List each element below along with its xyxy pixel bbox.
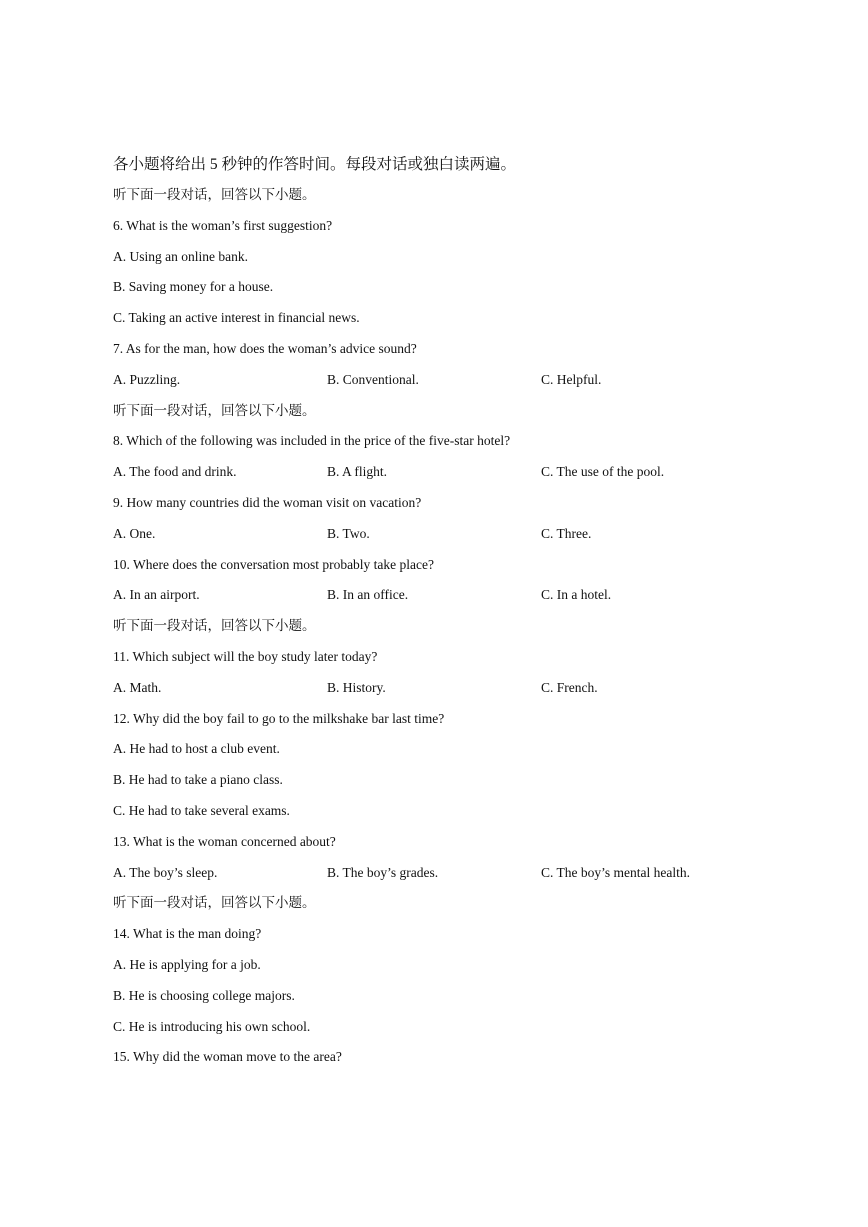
answer-option: C. He had to take several exams.: [113, 802, 290, 818]
answer-options-row: [113, 673, 753, 704]
question-text: 14. What is the man doing?: [113, 926, 262, 942]
answer-options-row: [113, 858, 753, 889]
answer-option: B. Two.: [327, 525, 370, 541]
answer-option: B. History.: [327, 679, 386, 695]
question-text: 15. Why did the woman move to the area?: [113, 1049, 342, 1065]
section-instruction: 听下面一段对话，回答以下小题。: [113, 618, 316, 634]
answer-option: B. He is choosing college majors.: [113, 987, 295, 1003]
answer-option: B. A flight.: [327, 464, 388, 480]
answer-option: B. The boy’s grades.: [327, 864, 439, 880]
answer-option: A. Puzzling.: [113, 371, 181, 387]
question-list: [113, 180, 753, 1073]
answer-options-row: [113, 457, 753, 488]
answer-option: B. He had to take a piano class.: [113, 772, 283, 788]
question-text: 6. What is the woman’s first suggestion?: [113, 217, 333, 233]
answer-option: B. Conventional.: [327, 371, 419, 387]
answer-option: C. In a hotel.: [541, 587, 612, 603]
question-text: 10. Where does the conversation most probably take place?: [113, 556, 435, 572]
answer-option: A. He is applying for a job.: [113, 956, 261, 972]
question-text: 13. What is the woman concerned about?: [113, 833, 336, 849]
answer-option: A. The food and drink.: [113, 464, 237, 480]
answer-option: B. Saving money for a house.: [113, 279, 274, 295]
answer-options-row: [113, 519, 753, 550]
answer-option: C. Three.: [541, 525, 592, 541]
section-instruction: 听下面一段对话，回答以下小题。: [113, 187, 316, 202]
section-instruction: 听下面一段对话，回答以下小题。: [113, 895, 316, 911]
answer-option: A. In an airport.: [113, 587, 200, 603]
document-page: [113, 150, 753, 1073]
question-text: 8. Which of the following was included in the price of the five-star hotel?: [113, 433, 511, 449]
answer-options-row: [113, 580, 753, 611]
answer-option: C. Taking an active interest in financial news.: [113, 310, 360, 326]
answer-option: A. He had to host a club event.: [113, 741, 280, 757]
answer-options-row: [113, 365, 753, 396]
answer-option: C. He is introducing his own school.: [113, 1018, 311, 1034]
answer-option: A. Using an online bank.: [113, 248, 248, 264]
question-text: 7. As for the man, how does the woman’s advice sound?: [113, 340, 417, 356]
answer-option: A. Math.: [113, 679, 162, 695]
answer-option: C. French.: [541, 679, 598, 695]
instructions-text: 各小题将给出 5 秒钟的作答时间。每段对话或独白读两遍。: [113, 156, 517, 173]
question-text: 11. Which subject will the boy study later today?: [113, 648, 378, 664]
answer-option: C. The boy’s mental health.: [541, 864, 690, 880]
answer-option: A. One.: [113, 525, 156, 541]
question-text: 9. How many countries did the woman visit on vacation?: [113, 494, 422, 510]
answer-option: B. In an office.: [327, 587, 409, 603]
question-text: 12. Why did the boy fail to go to the milkshake bar last time?: [113, 710, 445, 726]
answer-option: A. The boy’s sleep.: [113, 864, 218, 880]
answer-option: C. The use of the pool.: [541, 464, 665, 480]
section-instruction: 听下面一段对话，回答以下小题。: [113, 402, 316, 418]
answer-option: C. Helpful.: [541, 371, 602, 387]
